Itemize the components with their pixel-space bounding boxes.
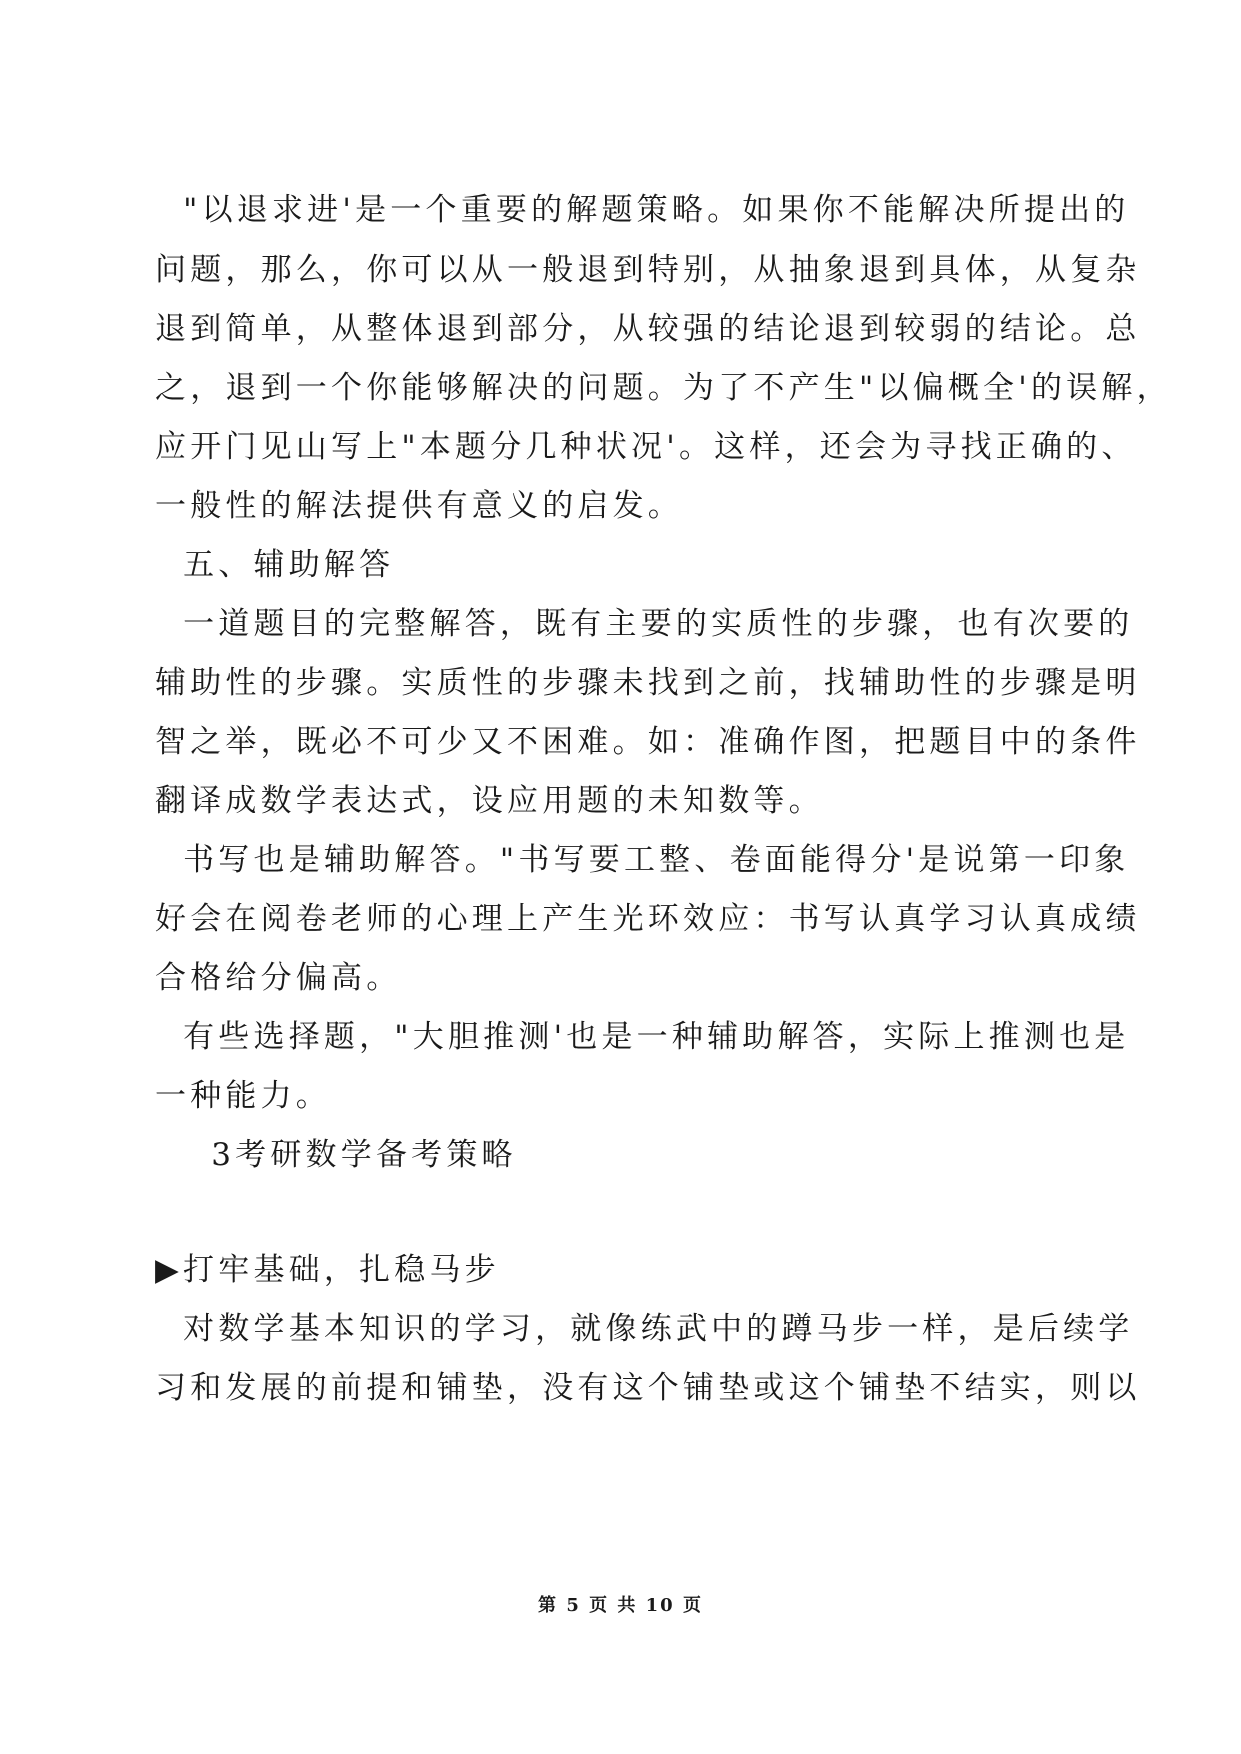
section-heading: 五、辅助解答: [155, 547, 395, 583]
paragraph-line: 对数学基本知识的学习，就像练武中的蹲马步一样，是后续学: [155, 1311, 1134, 1347]
paragraph-line: 一般性的解法提供有意义的启发。: [155, 488, 683, 524]
paragraph-line: 好会在阅卷老师的心理上产生光环效应：书写认真学习认真成绩: [155, 901, 1141, 937]
paragraph-line: 书写也是辅助解答。"书写要工整、卷面能得分'是说第一印象: [155, 842, 1130, 878]
bullet-heading: ▶打牢基础，扎稳马步: [155, 1252, 500, 1288]
paragraph-line: 应开门见山写上"本题分几种状况'。这样，还会为寻找正确的、: [155, 429, 1137, 465]
paragraph-line: 问题，那么，你可以从一般退到特别，从抽象退到具体，从复杂: [155, 252, 1141, 288]
paragraph-line: 之，退到一个你能够解决的问题。为了不产生"以偏概全'的误解，: [155, 370, 1172, 406]
section-heading: 3考研数学备考策略: [155, 1137, 517, 1173]
paragraph-line: 一道题目的完整解答，既有主要的实质性的步骤，也有次要的: [155, 606, 1134, 642]
paragraph-line: 翻译成数学表达式，设应用题的未知数等。: [155, 783, 824, 819]
paragraph-line: "以退求进'是一个重要的解题策略。如果你不能解决所提出的: [155, 192, 1130, 228]
paragraph-line: 智之举，既必不可少又不困难。如：准确作图，把题目中的条件: [155, 724, 1141, 760]
paragraph-line: 合格给分偏高。: [155, 960, 402, 996]
paragraph-line: 退到简单，从整体退到部分，从较强的结论退到较弱的结论。总: [155, 311, 1141, 347]
page-footer: 第 5 页 共 10 页: [538, 1595, 703, 1616]
paragraph-line: 一种能力。: [155, 1078, 331, 1114]
paragraph-line: 辅助性的步骤。实质性的步骤未找到之前，找辅助性的步骤是明: [155, 665, 1141, 701]
paragraph-line: 习和发展的前提和铺垫，没有这个铺垫或这个铺垫不结实，则以: [155, 1370, 1141, 1406]
paragraph-line: 有些选择题，"大胆推测'也是一种辅助解答，实际上推测也是: [155, 1019, 1130, 1055]
